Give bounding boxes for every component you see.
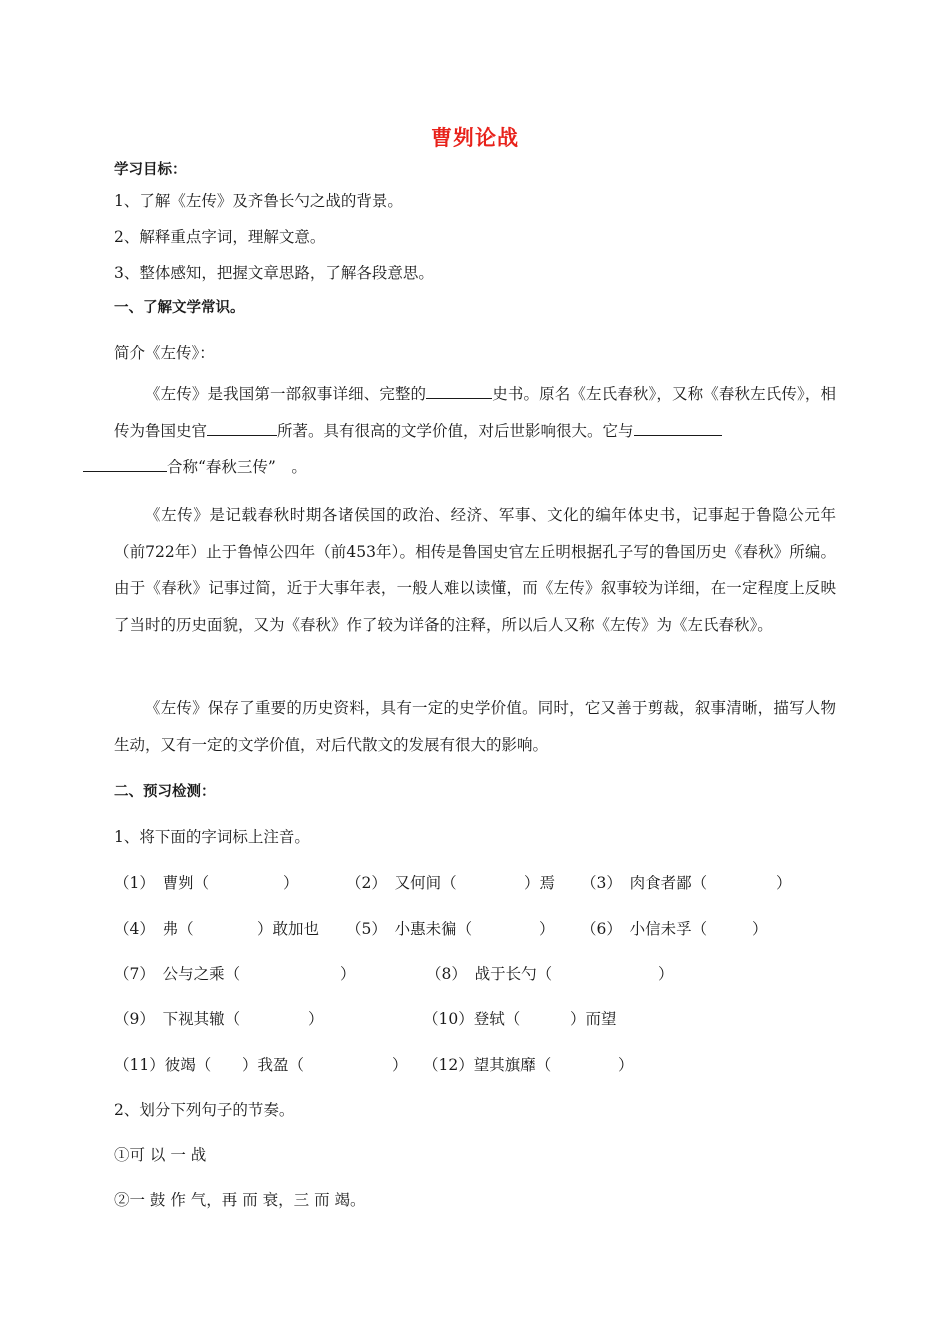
fill-blank[interactable]	[83, 457, 167, 472]
objectives-heading: 学习目标：	[114, 162, 187, 178]
pinyin-item: （6） 小信未孚（	[581, 920, 708, 938]
pinyin-row-4	[114, 1007, 854, 1029]
objective-item-1: 1、了解《左传》及齐鲁长勺之战的背景。	[114, 192, 403, 210]
pinyin-item: （3） 肉食者鄙（	[581, 874, 708, 892]
section1-intro: 简介《左传》：	[114, 344, 215, 362]
paragraph-1	[114, 376, 836, 486]
pinyin-item: ）	[618, 1056, 634, 1074]
pinyin-row-5	[114, 1053, 854, 1075]
paragraph-2: 《左传》是记载春秋时期各诸侯国的政治、经济、军事、文化的编年体史书，记事起于鲁隐公元年（前722年）止于鲁悼公四年（前453年）。相传是鲁国史官左丘明根据孔子写的鲁国历史《春秋》所编。由于《春秋》记事过简，近于大事年表，一般人难以读懂，而《左传》叙事较为详细，在一定程度上反映了当时的历史面貌，又为《春秋》作了较为详备的注释，所以后人又称《左传》为《左氏春秋》。	[114, 506, 836, 634]
pinyin-item: ）	[392, 1056, 408, 1074]
section1-heading: 一、了解文学常识。	[114, 300, 245, 316]
section2-heading: 二、预习检测：	[114, 784, 216, 800]
pinyin-item: （5） 小惠未徧（	[346, 920, 473, 938]
pinyin-item: ）	[340, 965, 356, 983]
pinyin-item: （11）彼竭（	[114, 1056, 212, 1074]
fill-blank[interactable]	[207, 421, 277, 436]
pinyin-item: ）敢加也	[257, 920, 320, 938]
page-title: 曹刿论战	[431, 126, 519, 150]
pinyin-row-2	[114, 917, 854, 939]
question-1: 1、将下面的字词标上注音。	[114, 828, 310, 846]
pinyin-item: ）	[776, 874, 792, 892]
rhythm-sentence-1: ①可 以 一 战	[114, 1146, 207, 1164]
pinyin-item: ）	[658, 965, 674, 983]
fill-blank[interactable]	[634, 421, 722, 436]
pinyin-item: ）焉	[524, 874, 556, 892]
pinyin-item: ）我盈（	[242, 1056, 305, 1074]
pinyin-item: ）	[283, 874, 299, 892]
pinyin-item: （8） 战于长勺（	[426, 965, 553, 983]
pinyin-item: ）	[752, 920, 768, 938]
paragraph-1-part-a: 《左传》是我国第一部叙事详细、完整的	[145, 385, 427, 403]
paragraph-1-part-c: 所著。具有很高的文学价值，对后世影响很大。它与	[277, 421, 634, 440]
objective-item-2: 2、解释重点字词，理解文意。	[114, 228, 326, 246]
objective-item-3: 3、整体感知，把握文章思路，了解各段意思。	[114, 264, 434, 282]
paragraph-1-part-b: 史书。原名《左氏春秋》，又称《春秋左氏传》，相传为鲁国史官	[114, 385, 836, 440]
pinyin-item: （12）望其旗靡（	[423, 1056, 552, 1074]
pinyin-item: ）	[308, 1010, 324, 1028]
pinyin-item: （10）登轼（	[423, 1010, 521, 1028]
pinyin-item: （4） 弗（	[114, 920, 194, 938]
pinyin-item: （9） 下视其辙（	[114, 1010, 241, 1028]
pinyin-item: ）而望	[570, 1010, 617, 1028]
pinyin-item: （1） 曹刿（	[114, 874, 210, 892]
rhythm-sentence-2: ②一 鼓 作 气，再 而 衰，三 而 竭。	[114, 1191, 366, 1209]
pinyin-row-3	[114, 962, 854, 984]
fill-blank[interactable]	[426, 384, 492, 399]
question-2: 2、划分下列句子的节奏。	[114, 1101, 295, 1119]
pinyin-item: （7） 公与之乘（	[114, 965, 241, 983]
pinyin-row-1	[114, 871, 854, 893]
pinyin-item: ）	[539, 920, 555, 938]
paragraph-3: 《左传》保存了重要的历史资料，具有一定的史学价值。同时，它又善于剪裁，叙事清晰，描写人物生动，又有一定的文学价值，对后代散文的发展有很大的影响。	[114, 699, 836, 754]
paragraph-1-part-d: 合称“春秋三传” 。	[167, 458, 307, 476]
pinyin-item: （2） 又何间（	[346, 874, 457, 892]
